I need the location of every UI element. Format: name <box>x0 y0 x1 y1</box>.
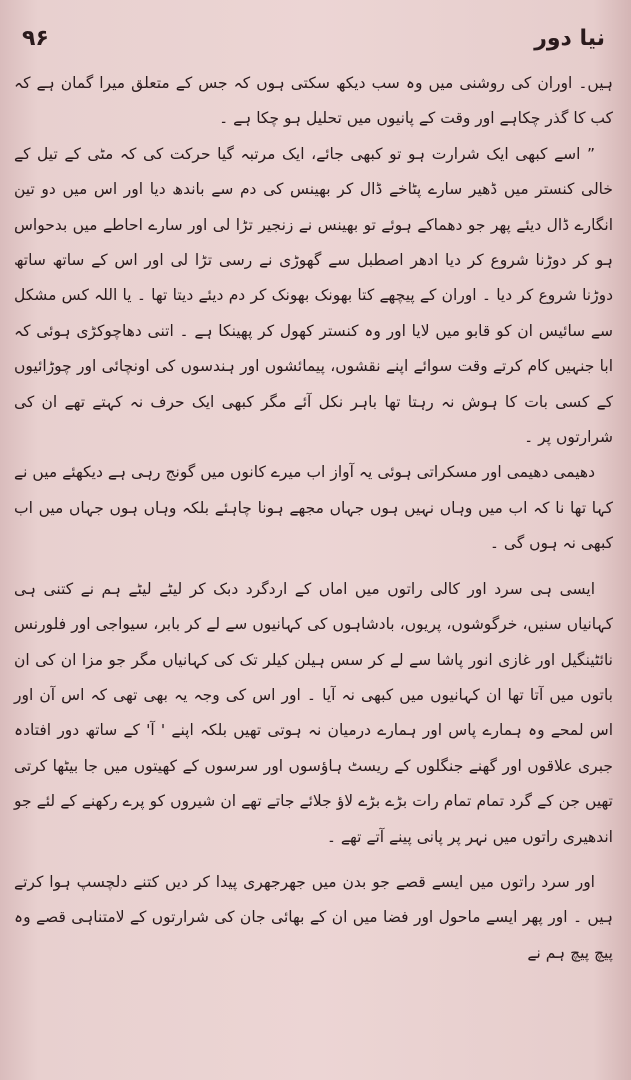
paragraph-gap <box>14 855 613 865</box>
paragraph-4: ایسی ہی سرد اور کالی راتوں میں اماں کے اردگرد دبک کر لیٹے لیٹے ہم نے کتنی ہی کہانیاں سنیں، خرگوشوں، پریوں، بادشاہوں کی کہانیوں سے لے کر بابر، سیواجی اور فلورنس نائٹینگیل اور غازی انور پاشا سے لے کر سس ہیلن کیلر تک کی کہانیاں مگر جو مزا ان کی ان باتوں میں آتا تھا ان کہانیوں میں کبھی نہ آیا ۔ اور اس کی وجہ یہ بھی تھی کہ اس آن اور اس لمحے وہ ہمارے پاس اور ہمارے درمیان نہ ہوتی تھیں بلکہ اپنے ' آ' کے ساتھ دور افتادہ جبری علاقوں اور گھنے جنگلوں کے ریسٹ ہاؤسوں اور سرسوں کے کھیتوں میں جا بیٹھا کرتی تھیں جن کے گرد تمام تمام رات بڑے بڑے لاؤ جلائے جاتے تھے ان شیروں کو پرے رکھنے کے لئے جو اندھیری راتوں میں نہر پر پانی پینے آتے تھے ۔ <box>14 579 613 846</box>
page-header <box>22 18 605 58</box>
paragraph-1: ہیں۔ اوران کی روشنی میں وہ سب دیکھ سکتی ہوں کہ جس کے متعلق میرا گمان ہے کہ کب کا گذر چکاہے اور وقت کے پانیوں میں تحلیل ہو چکا ہے ۔ <box>14 74 613 128</box>
body-text <box>14 66 613 971</box>
page-number: ۹۶ <box>22 25 49 51</box>
paragraph-3: دھیمی دھیمی اور مسکراتی ہوئی یہ آواز اب میرے کانوں میں گونج رہی ہے دیکھئے میں نے کہا تھا نا کہ اب میں وہاں نہیں ہوں جہاں مجھے ہونا چاہئے بلکہ وہاں ہوں جہاں میں اب کبھی نہ ہوں گی ۔ <box>14 463 613 553</box>
paragraph-2: ” اسے کبھی ایک شرارت ہو تو کبھی جائے، ایک مرتبہ گیا حرکت کی کہ مٹی کے تیل کے خالی کنستر میں ڈھیر سارے پٹاخے ڈال کر بھینس کی دم سے باندھ دیا اور اس میں دو تین انگارے ڈال دیئے پھر جو دھماکے ہوئے تو بھینس نے زنجیر تڑا لی اور سارے احاطے میں بدحواس ہو کر دوڑنا شروع کر دیا ادھر اصطبل سے گھوڑی نے رسی تڑا لی اور اس کے ساتھ ساتھ دوڑنا شروع کر دیا ۔ اوران کے پیچھے کتا بھونک بھونک کر دم دیئے دیتا تھا ۔ یا اللہ کس مشکل سے سائیس ان کو قابو میں لایا اور وہ کنستر کھول کر پھینکا ہے ۔ اتنی دھاچوکڑی ہوئی کہ ابا جنہیں کام کرتے وقت سوائے اپنے نقشوں، پیمائشوں اور ہندسوں کی اونچائی اور چوڑائیوں کے کسی بات کا ہوش نہ رہتا تھا باہر نکل آئے مگر کبھی ایک حرف نہ کہتے تھے ان کی شرارتوں پر ۔ <box>14 144 613 447</box>
running-title: نیا دور <box>534 25 605 51</box>
paragraph-gap <box>14 562 613 572</box>
paragraph-5: اور سرد راتوں میں ایسے قصے جو بدن میں جھرجھری پیدا کر دیں کتنے دلچسپ ہوا کرتے ہیں ۔ اور پھر ایسے ماحول اور فضا میں ان کے بھائی جان کی شرارتوں کے لامتناہی قصے وہ پیچ پیچ ہم نے <box>14 872 613 962</box>
